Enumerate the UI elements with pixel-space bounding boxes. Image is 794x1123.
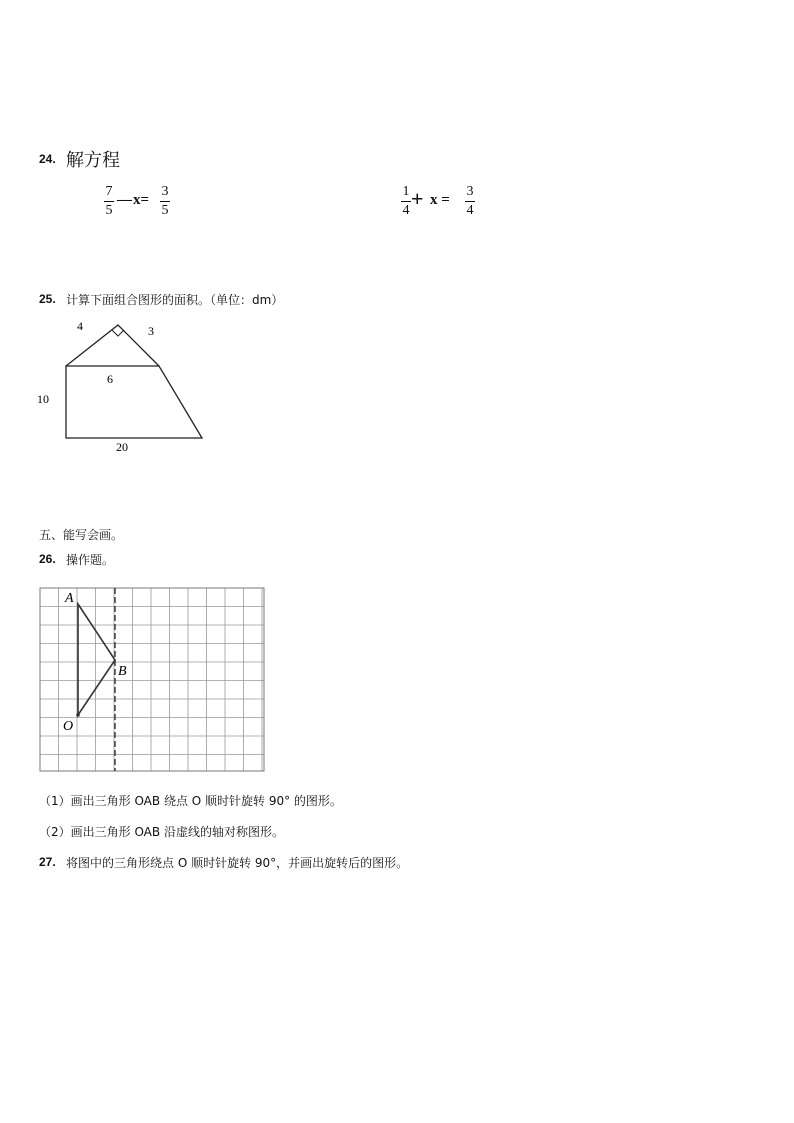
eq1-lhs-fraction	[104, 184, 114, 219]
q26-sub1: （1）画出三角形 OAB 绕点 O 顺时针旋转 90° 的图形。	[39, 794, 342, 808]
eq1-rhs-fraction	[160, 184, 170, 219]
q25-text: 计算下面组合图形的面积。（单位：dm）	[66, 293, 284, 307]
q27-number: 27.	[39, 855, 56, 869]
label-point-b: B	[118, 664, 127, 679]
label-bottom-width: 20	[116, 440, 128, 454]
eq1-variable: x=	[133, 192, 150, 208]
q24-title: 解方程	[66, 150, 120, 171]
eq2-variable: x =	[430, 192, 450, 208]
label-leg-left: 4	[77, 319, 83, 333]
eq1-lhs-denominator: 5	[105, 203, 113, 218]
eq2-rhs-fraction	[465, 184, 475, 219]
eq2-lhs-fraction	[401, 184, 411, 219]
eq2-rhs-numerator: 3	[466, 184, 474, 199]
grid-figure	[38, 586, 268, 774]
eq1-rhs-denominator: 5	[161, 203, 169, 218]
label-point-a: A	[65, 591, 74, 606]
eq1-rhs-numerator: 3	[161, 184, 169, 199]
right-angle-mark	[112, 330, 124, 336]
eq2-lhs-denominator: 4	[402, 203, 410, 218]
q26-text: 操作题。	[66, 553, 115, 567]
grid-border	[40, 588, 264, 771]
q27-text: 将图中的三角形绕点 O 顺时针旋转 90°，并画出旋转后的图形。	[66, 856, 409, 870]
eq1-lhs-numerator: 7	[105, 184, 113, 199]
q24-number: 24.	[39, 152, 56, 166]
label-top-width: 6	[107, 372, 113, 386]
q25-number: 25.	[39, 292, 56, 306]
eq1-operator: —	[117, 192, 132, 208]
label-height: 10	[37, 392, 49, 406]
triangle-oab	[78, 604, 115, 715]
section5-title: 五、能写会画。	[39, 528, 124, 542]
q26-number: 26.	[39, 552, 56, 566]
label-leg-right: 3	[148, 324, 154, 338]
point-o	[76, 713, 80, 717]
trapezoid-shape	[66, 366, 202, 438]
composite-figure	[30, 315, 230, 460]
eq2-operator: +	[411, 186, 424, 211]
eq2-lhs-numerator: 1	[402, 184, 410, 199]
q26-sub2: （2）画出三角形 OAB 沿虚线的轴对称图形。	[39, 825, 284, 839]
eq2-rhs-denominator: 4	[466, 203, 474, 218]
label-point-o: O	[63, 719, 74, 734]
square-grid	[40, 588, 264, 771]
